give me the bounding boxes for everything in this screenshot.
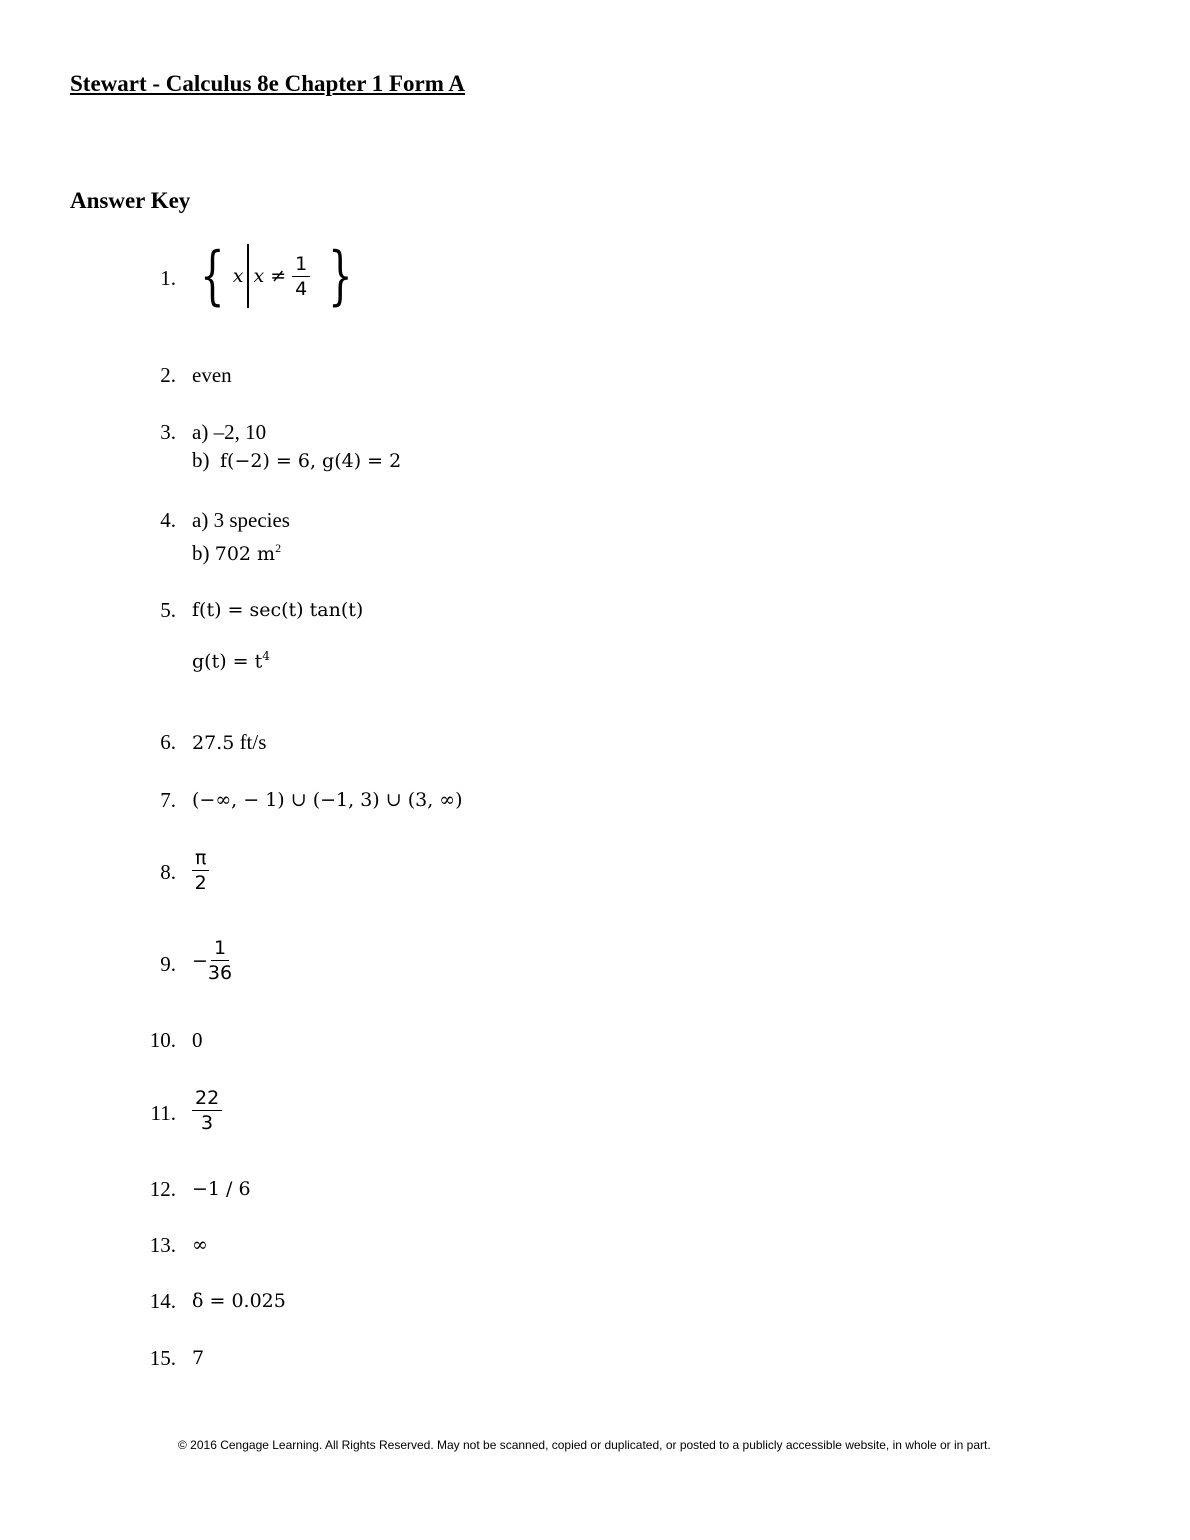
item-number: 15. (149, 1346, 176, 1370)
item-number: 12. (149, 1177, 176, 1201)
item-number: 9. (160, 952, 176, 976)
fraction (292, 252, 310, 301)
item-number: 7. (160, 788, 176, 812)
answer-unit: ft/s (234, 730, 267, 754)
item-number: 4. (160, 508, 176, 532)
answer-key-heading: Answer Key (70, 188, 191, 213)
numerator: π (192, 846, 209, 871)
numerator: 1 (211, 936, 229, 961)
set-notation: { x x ≠ $\frac{1}{4}$ } (200, 239, 353, 313)
denominator: 3 (201, 1112, 214, 1134)
denominator: 4 (295, 277, 308, 300)
answer-part-a: 3 species (213, 508, 290, 532)
answer-part-a: a) –2, 10 (192, 420, 267, 444)
item-number: 8. (160, 860, 176, 884)
set-condition: x ≠ (253, 265, 287, 287)
fraction (192, 846, 209, 895)
part-label: b) (192, 448, 210, 472)
answer-text: 0 (192, 1028, 203, 1052)
answer-value: 27.5 (192, 732, 235, 754)
answer-text: ∞ (192, 1234, 208, 1256)
item-number: 14. (149, 1289, 176, 1313)
item-number: 2. (160, 363, 176, 387)
answer-line-2: g(t) = t (192, 650, 263, 673)
answer-text: even (192, 363, 232, 387)
part-label: a) (192, 508, 209, 532)
answer-text: 7 (192, 1347, 205, 1369)
answer-text: −1 / 6 (192, 1178, 251, 1200)
set-variable: x (232, 265, 244, 287)
item-number: 6. (160, 730, 176, 754)
answer-part-b: 702 m (214, 543, 276, 565)
part-label: b) (192, 541, 210, 565)
item-number: 11. (150, 1101, 176, 1125)
answer-text: δ = 0.025 (192, 1290, 286, 1312)
exponent: 4 (262, 649, 270, 663)
answer-line-1: f(t) = sec(t) tan(t) (192, 599, 364, 621)
item-number: 10. (149, 1028, 176, 1052)
item-number: 13. (149, 1233, 176, 1257)
answer-part-b: f(−2) = 6, g(4) = 2 (220, 450, 402, 472)
denominator: 2 (194, 872, 207, 894)
answer-text: (−∞, − 1) ∪ (−1, 3) ∪ (3, ∞) (192, 789, 463, 811)
copyright-footer: © 2016 Cengage Learning. All Rights Reserved. May not be scanned, copied or duplicated, or posted to a publicly accessible website, in whole or in part. (178, 1438, 991, 1452)
numerator: 22 (192, 1086, 222, 1111)
fraction (208, 936, 232, 985)
minus-sign: − (192, 949, 208, 972)
item-number: 1. (160, 266, 176, 290)
numerator: 1 (292, 252, 310, 277)
fraction (192, 1086, 222, 1135)
item-number: 5. (160, 598, 176, 622)
denominator: 36 (207, 962, 233, 984)
exponent: 2 (275, 541, 282, 555)
item-number: 3. (160, 420, 176, 444)
document-title: Stewart - Calculus 8e Chapter 1 Form A (70, 71, 465, 96)
